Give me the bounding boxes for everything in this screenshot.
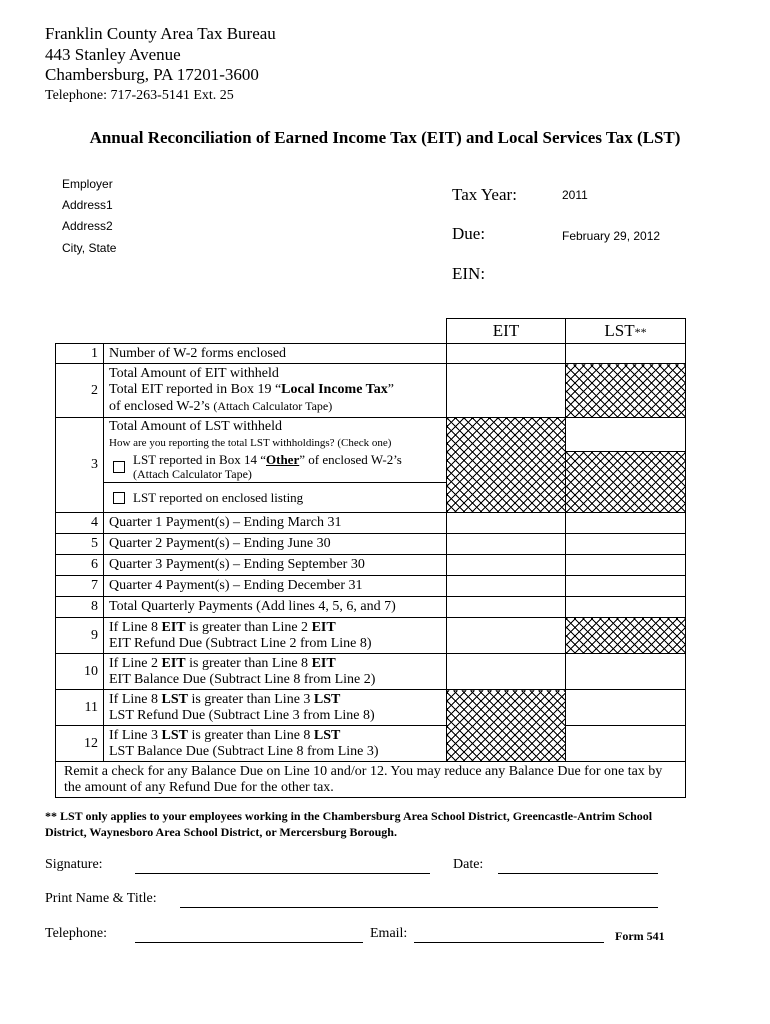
line-number: 8 xyxy=(56,597,104,618)
bureau-telephone: Telephone: 717-263-5141 Ext. 25 xyxy=(45,87,234,103)
bureau-name: Franklin County Area Tax Bureau xyxy=(45,24,276,43)
bureau-street: 443 Stanley Avenue xyxy=(45,44,181,64)
lst-input-cell[interactable] xyxy=(566,576,686,597)
form-title: Annual Reconciliation of Earned Income Tax (EIT) and Local Services Tax (LST) xyxy=(89,128,681,147)
lst-input-cell[interactable] xyxy=(566,690,686,726)
table-row xyxy=(56,654,686,690)
line-number: 10 xyxy=(56,654,104,690)
employer-address2: Address2 xyxy=(62,219,113,233)
bureau-city: Chambersburg, PA 17201-3600 xyxy=(45,65,259,84)
line-number: 2 xyxy=(56,364,104,418)
lst-footnote-mark: ** xyxy=(634,324,647,339)
line-description: Total Amount of EIT withheld Total EIT reported in Box 19 “Local Income Tax” of enclosed W-2’s (Attach Calculator Tape) xyxy=(104,364,447,418)
lst-input-cell[interactable] xyxy=(566,513,686,534)
lst-input-cell[interactable] xyxy=(566,654,686,690)
eit-hatched-cell xyxy=(447,418,566,513)
telephone-label: Telephone: xyxy=(45,926,107,941)
ein-label: EIN: xyxy=(452,264,486,283)
line-description: Quarter 4 Payment(s) – Ending December 31 xyxy=(104,576,447,597)
tax-year-value: 2011 xyxy=(562,188,588,202)
line-description: Quarter 2 Payment(s) – Ending June 30 xyxy=(104,534,447,555)
line-number: 11 xyxy=(56,690,104,726)
lst-input-cell[interactable] xyxy=(566,344,686,364)
table-header-row xyxy=(56,319,686,344)
line-number: 1 xyxy=(56,344,104,364)
line-description: If Line 8 EIT is greater than Line 2 EIT EIT Refund Due (Subtract Line 2 from Line 8) xyxy=(104,618,447,654)
table-row xyxy=(56,576,686,597)
line-description: If Line 8 LST is greater than Line 3 LST LST Refund Due (Subtract Line 3 from Line 8) xyxy=(104,690,447,726)
bureau-address-block xyxy=(45,24,276,106)
line-description: Number of W-2 forms enclosed xyxy=(104,344,447,364)
eit-input-cell[interactable] xyxy=(447,597,566,618)
table-row xyxy=(56,726,686,762)
checkbox-enclosed-listing[interactable] xyxy=(113,492,125,504)
lst-footnote: ** LST only applies to your employees working in the Chambersburg Area School District, Greencastle-Antrim School District, Waynesboro Area School District, or Mercersburg Borough. xyxy=(45,809,653,839)
employer-city-state: City, State xyxy=(62,241,117,255)
date-line[interactable] xyxy=(498,873,658,874)
reconciliation-table xyxy=(55,318,686,798)
eit-input-cell[interactable] xyxy=(447,555,566,576)
lst-input-cell[interactable] xyxy=(566,597,686,618)
eit-input-cell[interactable] xyxy=(447,618,566,654)
table-row xyxy=(56,452,686,483)
employer-name: Employer xyxy=(62,177,113,191)
remit-instructions: Remit a check for any Balance Due on Line 10 and/or 12. You may reduce any Balance Due for one tax by the amount of any Refund Due for the other tax. xyxy=(56,762,686,798)
signature-label: Signature: xyxy=(45,857,103,872)
employer-address1: Address1 xyxy=(62,198,113,212)
email-line[interactable] xyxy=(414,942,604,943)
remit-row xyxy=(56,762,686,798)
checkbox-box14-other[interactable] xyxy=(113,461,125,473)
lst-option-w2: LST reported in Box 14 “Other” of enclosed W-2’s (Attach Calculator Tape) xyxy=(104,452,447,483)
lst-hatched-cell xyxy=(566,452,686,513)
eit-input-cell[interactable] xyxy=(447,513,566,534)
line-number: 6 xyxy=(56,555,104,576)
lst-input-cell[interactable] xyxy=(566,726,686,762)
table-row xyxy=(56,513,686,534)
print-name-title-label: Print Name & Title: xyxy=(45,891,157,906)
line-description: Quarter 3 Payment(s) – Ending September 30 xyxy=(104,555,447,576)
date-label: Date: xyxy=(453,857,484,872)
eit-input-cell[interactable] xyxy=(447,654,566,690)
table-row xyxy=(56,555,686,576)
line-number: 9 xyxy=(56,618,104,654)
eit-input-cell[interactable] xyxy=(447,576,566,597)
table-row xyxy=(56,597,686,618)
lst-input-cell[interactable] xyxy=(566,534,686,555)
lst-hatched-cell xyxy=(566,364,686,418)
eit-input-cell[interactable] xyxy=(447,534,566,555)
lst-option-listing: LST reported on enclosed listing xyxy=(104,483,447,513)
eit-input-cell[interactable] xyxy=(447,344,566,364)
line-number: 4 xyxy=(56,513,104,534)
tax-year-label: Tax Year: xyxy=(452,185,517,204)
form-number: Form 541 xyxy=(615,929,665,943)
telephone-line[interactable] xyxy=(135,942,363,943)
table-row xyxy=(56,344,686,364)
eit-input-cell[interactable] xyxy=(447,364,566,418)
lst-input-cell[interactable] xyxy=(566,418,686,452)
eit-column-header: EIT xyxy=(447,319,566,344)
lst-input-cell[interactable] xyxy=(566,555,686,576)
due-date-value: February 29, 2012 xyxy=(562,229,661,243)
line-description: Total Amount of LST withheld How are you reporting the total LST withholdings? (Check one) xyxy=(104,418,447,452)
table-row xyxy=(56,690,686,726)
table-row xyxy=(56,618,686,654)
due-label: Due: xyxy=(452,224,486,243)
line-description: Total Quarterly Payments (Add lines 4, 5, 6, and 7) xyxy=(104,597,447,618)
email-label: Email: xyxy=(370,926,408,941)
line-number: 7 xyxy=(56,576,104,597)
eit-hatched-cell xyxy=(447,690,566,762)
line-number: 12 xyxy=(56,726,104,762)
line-description: If Line 3 LST is greater than Line 8 LST LST Balance Due (Subtract Line 8 from Line 3) xyxy=(104,726,447,762)
line-description: If Line 2 EIT is greater than Line 8 EIT EIT Balance Due (Subtract Line 8 from Line 2) xyxy=(104,654,447,690)
line-number: 5 xyxy=(56,534,104,555)
line-number: 3 xyxy=(56,418,104,513)
signature-line[interactable] xyxy=(135,873,430,874)
table-row xyxy=(56,364,686,418)
lst-column-header: LST** xyxy=(566,319,686,344)
print-name-title-line[interactable] xyxy=(180,907,658,908)
table-row xyxy=(56,418,686,452)
lst-hatched-cell xyxy=(566,618,686,654)
line-description: Quarter 1 Payment(s) – Ending March 31 xyxy=(104,513,447,534)
table-row xyxy=(56,534,686,555)
